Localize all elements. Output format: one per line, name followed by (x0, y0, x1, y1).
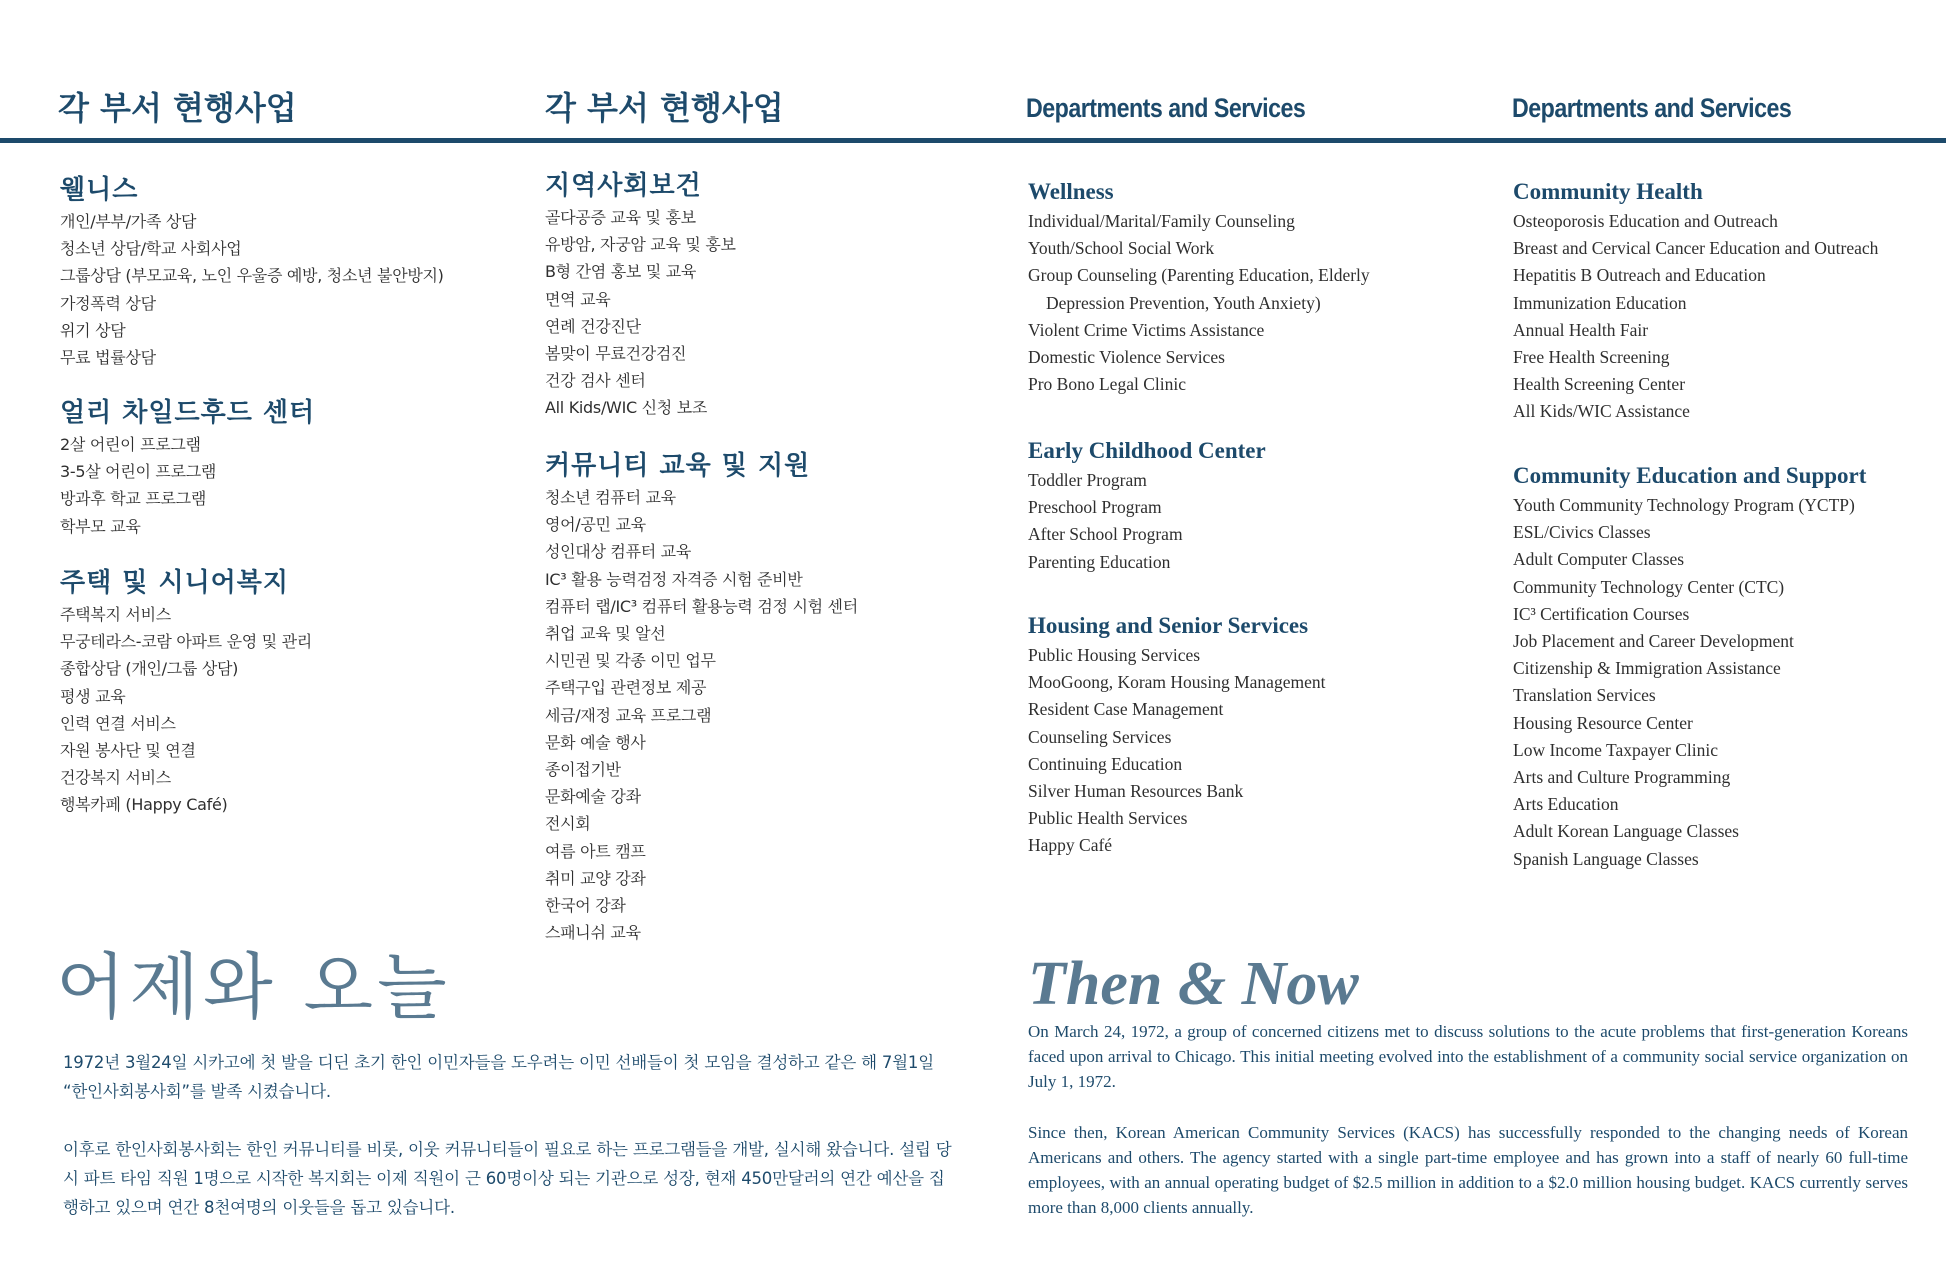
list-item: 청소년 상담/학교 사회사업 (60, 239, 242, 259)
list-item: Public Housing Services (1028, 645, 1201, 665)
section-title: Community Health (1513, 179, 1703, 204)
list-item: All Kids/WIC Assistance (1513, 401, 1690, 422)
list-item: Hepatitis B Outreach and Education (1513, 265, 1766, 286)
section-title: 지역사회보건 (545, 171, 702, 201)
history-paragraph-kr-2: 이후로 한인사회봉사회는 한인 커뮤니티를 비롯, 이웃 커뮤니티들이 필요로 하는 프로그램들을 개발, 실시해 왔습니다. 설립 당시 파트 타임 직원 1명으로 시작한 복지회는 이제 직원이 근 60명이상 되는 기관으로 성장, 현재 450만달러의 연간 예산을 집행하고 있으며 연간 8천여명의 이웃들을 돕고 있습니다. (63, 1140, 952, 1217)
list-item: 3-5살 어린이 프로그램 (60, 462, 217, 482)
list-item: 무료 법률상담 (60, 348, 156, 368)
en-housing-section (1028, 610, 1325, 860)
kr-health-list (545, 204, 736, 422)
list-item: 인력 연결 서비스 (60, 713, 176, 733)
list-item: IC³ 활용 능력검정 자격증 시험 준비반 (545, 569, 803, 589)
list-item: Breast and Cervical Cancer Education and Outreach (1513, 238, 1879, 259)
kr-education-list (545, 484, 858, 946)
list-item: 행복카페 (Happy Café) (60, 795, 228, 815)
list-item: Arts Education (1513, 794, 1619, 815)
list-item: 무궁테라스-코람 아파트 운영 및 관리 (60, 632, 312, 652)
list-item: ESL/Civics Classes (1513, 522, 1651, 543)
list-item: 유방암, 자궁암 교육 및 홍보 (545, 235, 736, 255)
en-health-section (1513, 176, 1878, 426)
history-paragraph-kr-1: 1972년 3월24일 시카고에 첫 발을 디딘 초기 한인 이민자들을 도우려는 이민 선배들이 첫 모임을 결성하고 같은 해 7월1일 “한인사회봉사회”를 발족 시켰습니다. (63, 1053, 934, 1101)
list-item: 면역 교육 (545, 289, 611, 309)
list-item: 평생 교육 (60, 686, 126, 706)
header-kr-left: 각 부서 현행사업 (58, 89, 297, 127)
list-item: Parenting Education (1028, 551, 1171, 572)
en-early-list (1028, 467, 1266, 576)
history-title-en: Then & Now (1028, 950, 1359, 1018)
list-item: Free Health Screening (1513, 347, 1670, 368)
list-item: Happy Café (1028, 835, 1113, 856)
en-education-list (1513, 492, 1866, 873)
header-kr-right: 각 부서 현행사업 (545, 89, 784, 127)
list-item: Silver Human Resources Bank (1028, 781, 1244, 802)
kr-education-section (545, 448, 858, 946)
kr-housing-section (60, 565, 312, 819)
list-item: 골다공증 교육 및 홍보 (545, 208, 696, 227)
list-item: Group Counseling (Parenting Education, Elderly (1028, 265, 1370, 286)
en-housing-list (1028, 642, 1325, 860)
list-item: Youth Community Technology Program (YCTP) (1513, 495, 1855, 515)
list-item: Adult Korean Language Classes (1513, 821, 1739, 842)
list-item: 건강 검사 센터 (545, 371, 646, 391)
list-item: 자원 봉사단 및 연결 (60, 741, 196, 761)
list-item: 컴퓨터 랩/IC³ 컴퓨터 활용능력 검정 시험 센터 (545, 596, 858, 616)
list-item: B형 간염 홍보 및 교육 (545, 262, 697, 282)
header-divider (0, 138, 1946, 143)
en-wellness-section (1028, 176, 1370, 398)
section-title: 주택 및 시니어복지 (60, 568, 290, 598)
section-title: Wellness (1028, 179, 1114, 204)
list-item: After School Program (1028, 524, 1183, 545)
section-title: Community Education and Support (1513, 463, 1867, 488)
section-title: 얼리 차일드후드 센터 (60, 398, 316, 428)
list-item: 종이접기반 (545, 760, 621, 780)
header-en-left: Departments and Services (1026, 93, 1306, 123)
section-title: 웰니스 (60, 175, 139, 205)
section-title: Housing and Senior Services (1028, 613, 1309, 638)
list-item: 여름 아트 캠프 (545, 841, 646, 861)
list-item: Job Placement and Career Development (1513, 631, 1794, 652)
list-item: Toddler Program (1028, 470, 1147, 490)
list-item: Resident Case Management (1028, 699, 1224, 720)
list-item: 학부모 교육 (60, 516, 141, 536)
list-item: Health Screening Center (1513, 374, 1686, 395)
kr-health-section (545, 168, 736, 422)
list-item: Adult Computer Classes (1513, 549, 1685, 570)
history-title-kr: 어제와 오늘 (56, 945, 451, 1029)
list-item: Translation Services (1513, 685, 1656, 706)
list-item: 전시회 (545, 814, 591, 834)
header-en-right: Departments and Services (1512, 93, 1792, 123)
list-item: Domestic Violence Services (1028, 347, 1225, 368)
list-item: Citizenship & Immigration Assistance (1513, 658, 1781, 679)
list-item: 세금/재정 교육 프로그램 (545, 705, 712, 725)
list-item: 취미 교양 강좌 (545, 868, 646, 888)
list-item: 청소년 컴퓨터 교육 (545, 488, 676, 507)
list-item: Immunization Education (1513, 292, 1687, 313)
list-item: 건강복지 서비스 (60, 768, 171, 788)
list-item: 종합상담 (개인/그룹 상담) (60, 659, 239, 679)
section-title: 커뮤니티 교육 및 지원 (545, 451, 811, 481)
list-item: Counseling Services (1028, 726, 1172, 747)
kr-early-list (60, 431, 315, 540)
list-item: 봄맞이 무료건강검진 (545, 344, 687, 364)
en-education-section (1513, 460, 1866, 873)
list-item: Individual/Marital/Family Counseling (1028, 211, 1295, 231)
en-health-list (1513, 208, 1878, 426)
list-item: IC³ Certification Courses (1513, 603, 1690, 624)
list-item: Public Health Services (1028, 808, 1188, 829)
list-item: 위기 상담 (60, 320, 126, 340)
list-item: Violent Crime Victims Assistance (1028, 319, 1265, 340)
list-item: Arts and Culture Programming (1513, 767, 1731, 788)
list-item: Spanish Language Classes (1513, 848, 1699, 869)
list-item: 연례 건강진단 (545, 316, 641, 336)
list-item: Depression Prevention, Youth Anxiety) (1046, 292, 1321, 313)
list-item: Pro Bono Legal Clinic (1028, 374, 1186, 395)
list-item: MooGoong, Koram Housing Management (1028, 672, 1326, 693)
list-item: Youth/School Social Work (1028, 238, 1215, 259)
kr-early-section (60, 395, 315, 540)
list-item: 2살 어린이 프로그램 (60, 435, 201, 454)
list-item: Osteoporosis Education and Outreach (1513, 211, 1778, 231)
list-item: Housing Resource Center (1513, 712, 1693, 733)
kr-housing-list (60, 601, 312, 819)
kr-wellness-list (60, 208, 444, 371)
list-item: 성인대상 컴퓨터 교육 (545, 542, 691, 562)
history-paragraph-en-2: Since then, Korean American Community Services (KACS) has successfully responded to the changing needs of Korean Americans and others. The agency started with a single part-time employee and has grown into a staff of nearly 60 full-time employees, with an annual operating budget of $2.5 million in addition to a $2.0 million housing budget. KACS currently serves more than 8,000 clients annually. (1028, 1123, 1908, 1217)
list-item: 가정폭력 상담 (60, 293, 156, 313)
en-early-section (1028, 435, 1266, 576)
list-item: 스패니쉬 교육 (545, 923, 641, 943)
list-item: Community Technology Center (CTC) (1513, 576, 1785, 597)
list-item: 개인/부부/가족 상담 (60, 212, 197, 231)
en-wellness-list (1028, 208, 1370, 398)
kr-wellness-section (60, 172, 444, 371)
list-item: 방과후 학교 프로그램 (60, 489, 206, 509)
list-item: 주택구입 관련정보 제공 (545, 678, 707, 698)
list-item: Preschool Program (1028, 497, 1162, 518)
list-item: 문화 예술 행사 (545, 732, 646, 752)
history-paragraph-en-1: On March 24, 1972, a group of concerned citizens met to discuss solutions to the acute problems that first-generation Koreans faced upon arrival to Chicago. This initial meeting evolved into the establishment of a community social service organization on July 1, 1972. (1028, 1022, 1908, 1091)
list-item: 문화예술 강좌 (545, 787, 641, 807)
list-item: Continuing Education (1028, 753, 1183, 774)
list-item: 시민권 및 각종 이민 업무 (545, 651, 716, 671)
list-item: All Kids/WIC 신청 보조 (545, 398, 708, 418)
list-item: Low Income Taxpayer Clinic (1513, 739, 1718, 760)
list-item: 영어/공민 교육 (545, 515, 646, 535)
list-item: 취업 교육 및 알선 (545, 624, 666, 644)
list-item: 주택복지 서비스 (60, 605, 171, 624)
list-item: Annual Health Fair (1513, 319, 1649, 340)
list-item: 그룹상담 (부모교육, 노인 우울증 예방, 청소년 불안방지) (60, 266, 444, 286)
section-title: Early Childhood Center (1028, 438, 1266, 463)
list-item: 한국어 강좌 (545, 896, 626, 916)
